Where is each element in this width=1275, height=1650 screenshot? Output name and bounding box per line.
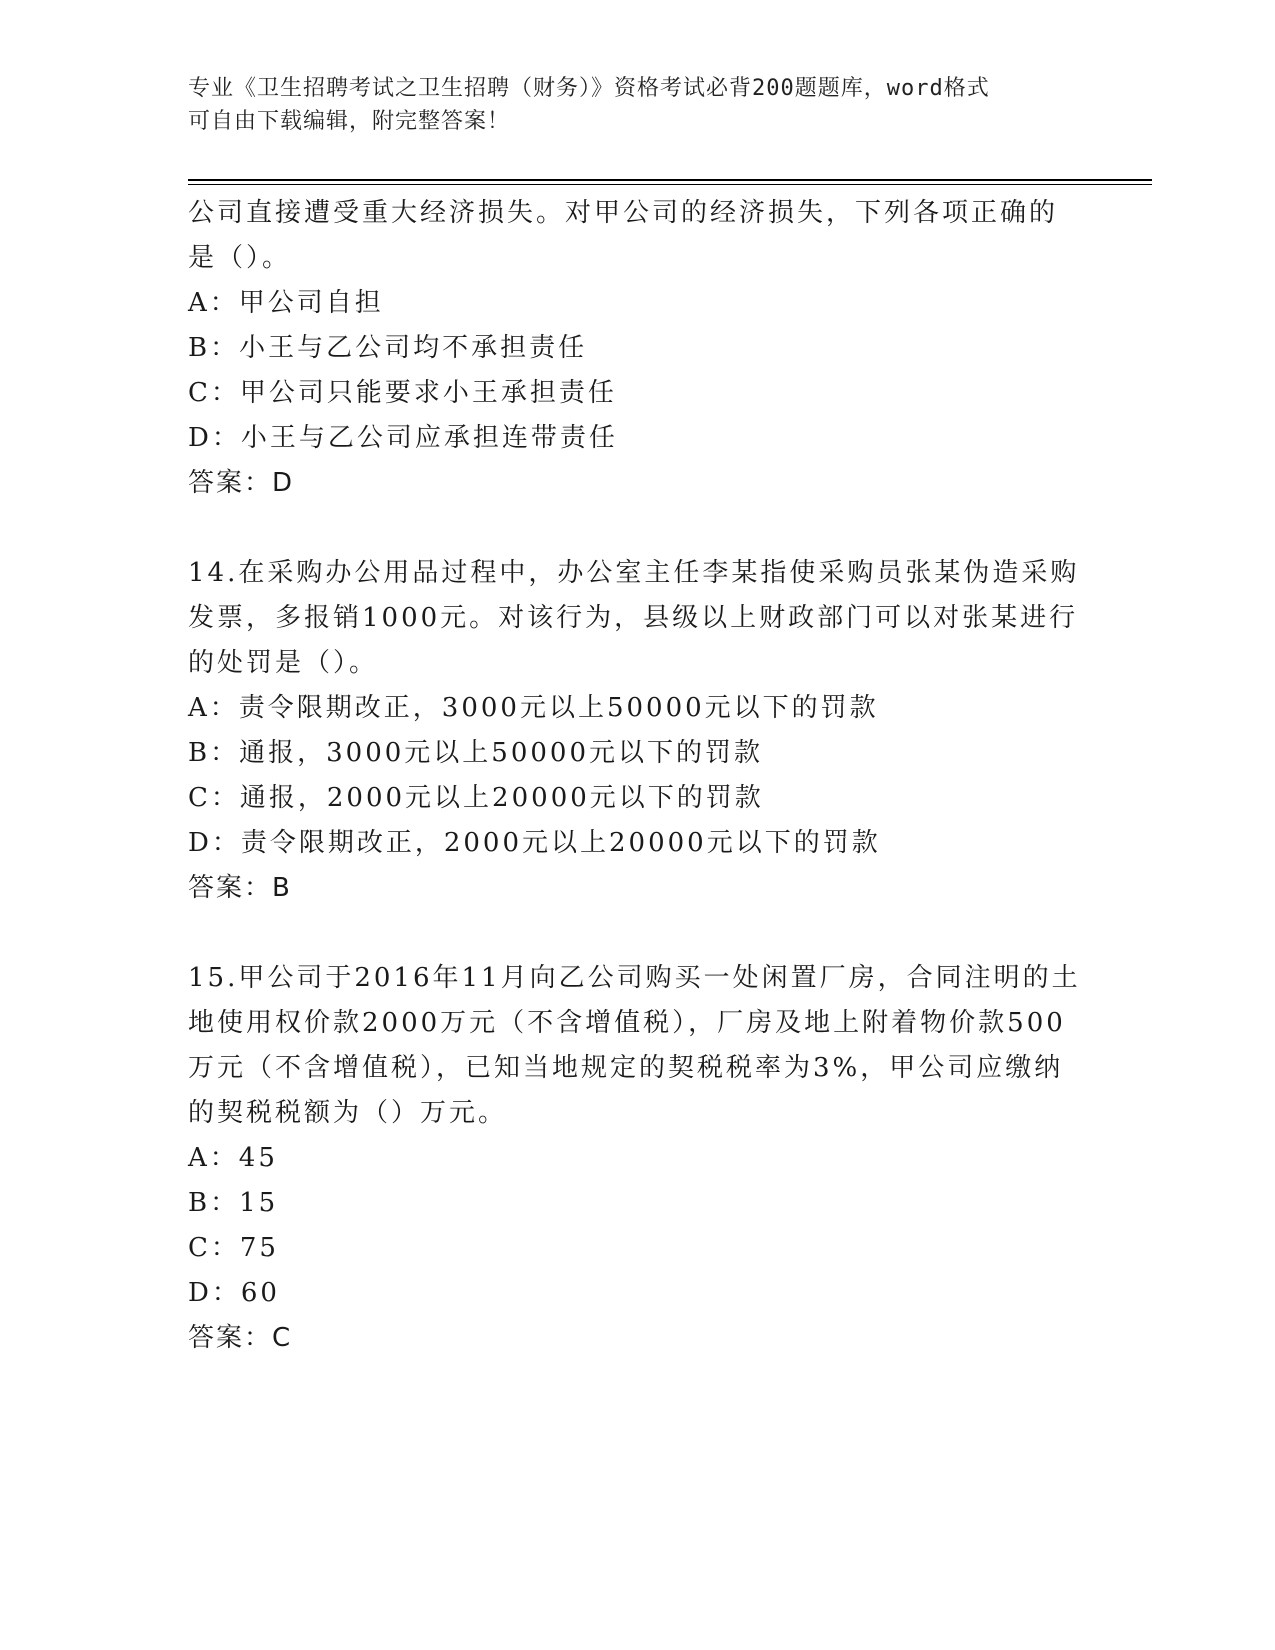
question-stem-line: 是（）。 <box>188 243 292 273</box>
option-c: C：通报，2000元以上20000元以下的罚款 <box>188 783 764 813</box>
option-c: C：甲公司只能要求小王承担责任 <box>188 378 617 408</box>
option-b: B：通报，3000元以上50000元以下的罚款 <box>188 738 763 768</box>
header-divider-thin <box>188 184 1152 185</box>
answer-line: 答案：B <box>188 873 292 903</box>
question-spacer <box>188 506 1088 551</box>
answer-line: 答案：D <box>188 468 295 498</box>
header-title-line-2: 可自由下载编辑，附完整答案！ <box>188 109 511 134</box>
question-stem-line: 的契税税额为（）万元。 <box>188 1098 508 1128</box>
question-stem-line: 14.在采购办公用品过程中，办公室主任李某指使采购员张某伪造采购 <box>188 558 1080 588</box>
document-header <box>188 72 1088 138</box>
question-stem-line: 地使用权价款2000万元（不含增值税），厂房及地上附着物价款500 <box>188 1008 1066 1038</box>
option-d: D：责令限期改正，2000元以上20000元以下的罚款 <box>188 828 881 858</box>
header-divider-thick <box>188 179 1152 181</box>
header-title-line-1: 专业《卫生招聘考试之卫生招聘（财务）》资格考试必背200题题库，word格式 <box>188 76 990 101</box>
question-stem-line: 发票，多报销1000元。对该行为，县级以上财政部门可以对张某进行 <box>188 603 1079 633</box>
question-14 <box>188 551 1088 911</box>
question-13 <box>188 191 1088 506</box>
answer-line: 答案：C <box>188 1323 293 1353</box>
option-d: D：60 <box>188 1278 280 1308</box>
option-b: B：小王与乙公司均不承担责任 <box>188 333 588 363</box>
option-a: A：责令限期改正，3000元以上50000元以下的罚款 <box>188 693 879 723</box>
question-15 <box>188 956 1088 1361</box>
question-stem-line: 的处罚是（）。 <box>188 648 379 678</box>
question-stem-line: 万元（不含增值税），已知当地规定的契税税率为3%，甲公司应缴纳 <box>188 1053 1064 1083</box>
option-a: A：甲公司自担 <box>188 288 384 318</box>
question-spacer <box>188 911 1088 956</box>
document-body <box>188 191 1088 1361</box>
option-c: C：75 <box>188 1233 279 1263</box>
question-stem-line: 15.甲公司于2016年11月向乙公司购买一处闲置厂房，合同注明的土 <box>188 963 1081 993</box>
option-d: D：小王与乙公司应承担连带责任 <box>188 423 618 453</box>
option-a: A：45 <box>188 1143 278 1173</box>
option-b: B：15 <box>188 1188 279 1218</box>
question-stem-line: 公司直接遭受重大经济损失。对甲公司的经济损失，下列各项正确的 <box>188 198 1059 228</box>
